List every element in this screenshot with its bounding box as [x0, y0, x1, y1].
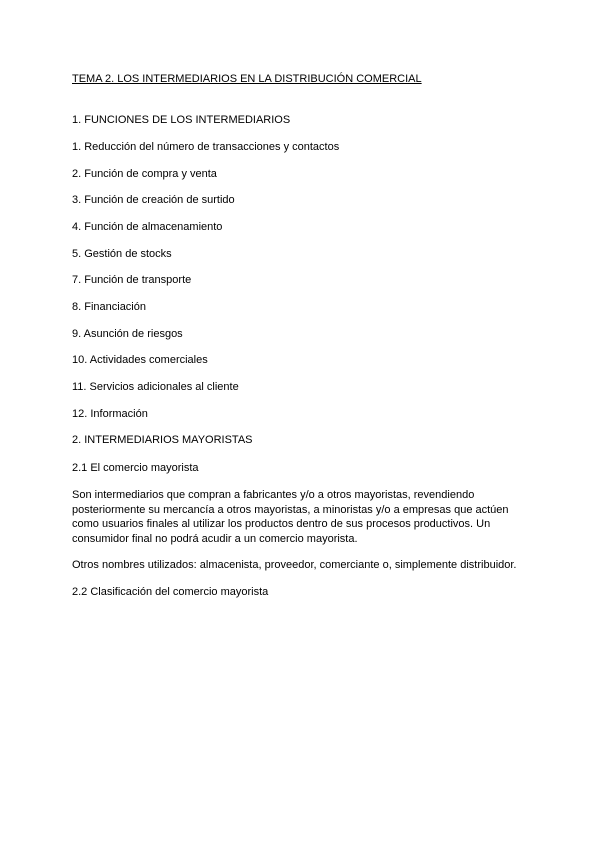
list-item: 5. Gestión de stocks [72, 248, 172, 260]
section-heading-funciones: 1. FUNCIONES DE LOS INTERMEDIARIOS [72, 114, 291, 126]
list-item: 2. Función de compra y venta [72, 168, 217, 180]
list-item: 4. Función de almacenamiento [72, 221, 223, 233]
list-item: 9. Asunción de riesgos [72, 328, 183, 340]
document-title: TEMA 2. LOS INTERMEDIARIOS EN LA DISTRIBUCIÓN COMERCIAL [72, 73, 422, 85]
subsection-heading-comercio-mayorista: 2.1 El comercio mayorista [72, 462, 199, 474]
list-item: 10. Actividades comerciales [72, 354, 208, 366]
list-item: 1. Reducción del número de transacciones y contactos [72, 141, 340, 153]
body-paragraph: Son intermediarios que compran a fabricantes y/o a otros mayoristas, revendiendo posteriormente su mercancía a otros mayoristas, a minoristas y/o a empresas que actúen como usuarios finales al utilizar los productos dentro de sus procesos productivos. Un consumidor final no podrá acudir a un comercio mayorista. [72, 489, 509, 545]
section-heading-mayoristas: 2. INTERMEDIARIOS MAYORISTAS [72, 434, 253, 446]
list-item: 12. Información [72, 408, 148, 420]
other-names-paragraph: Otros nombres utilizados: almacenista, proveedor, comerciante o, simplemente distribuidor. [72, 559, 517, 571]
list-item: 3. Función de creación de surtido [72, 194, 235, 206]
list-item: 7. Función de transporte [72, 274, 192, 286]
list-item: 8. Financiación [72, 301, 146, 313]
subsection-heading-clasificacion: 2.2 Clasificación del comercio mayorista [72, 586, 269, 598]
list-item: 11. Servicios adicionales al cliente [72, 381, 239, 393]
